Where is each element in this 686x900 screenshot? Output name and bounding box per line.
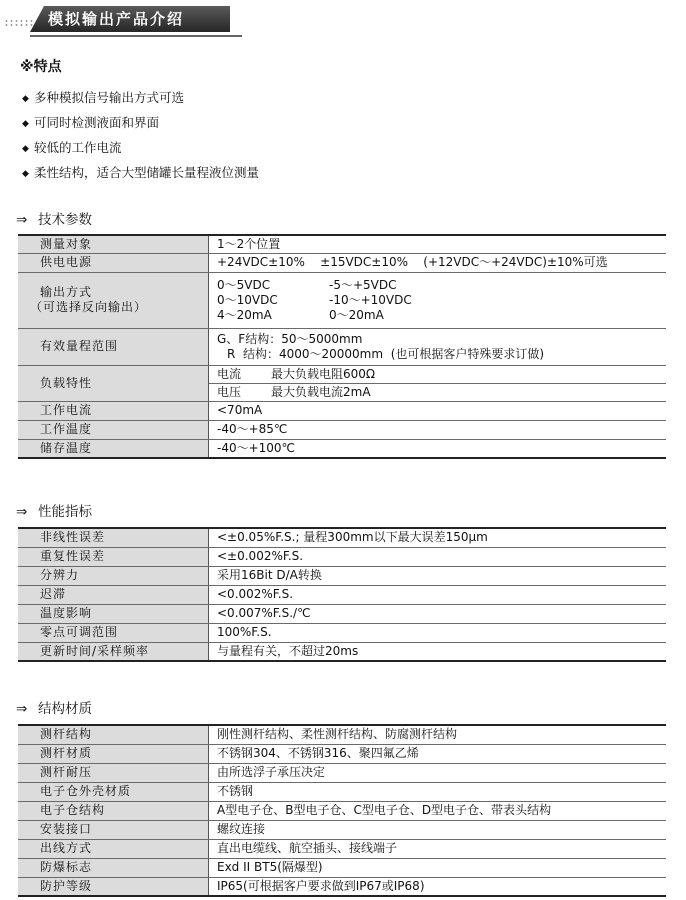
range-note: (也可根据客户特殊要求订做) [390,346,545,361]
row-label: 更新时间/采样频率 [18,642,209,661]
output-option: 4～20mA [217,307,272,322]
table-row [18,782,666,801]
diamond-bullet-icon: ◆ [22,144,29,154]
row-value [209,365,667,383]
load-type: 电流 [217,366,242,381]
row-label: 分辨力 [18,566,209,585]
row-label: 有效量程范围 [18,328,209,365]
row-value: 100%F.S. [209,623,667,642]
row-label: 供电电源 [18,253,209,272]
table-row [18,253,666,272]
output-option: -5～+5VDC [329,277,397,292]
row-label: 测量对象 [18,235,209,253]
row-label: 非线性误差 [18,528,209,547]
banner-dots [4,19,34,27]
table-row [18,566,666,585]
table-row [18,528,666,547]
tech-table [18,234,666,459]
row-value [209,328,667,365]
output-label: 输出方式 [40,285,93,299]
row-label: 温度影响 [18,604,209,623]
row-label: 工作温度 [18,420,209,439]
row-value: Exd II BT5(隔爆型) [209,858,667,877]
feature-text: 较低的工作电流 [34,140,122,155]
row-value: IP65(可根据客户要求做到IP67或IP68) [209,877,667,896]
row-label: 电子仓外壳材质 [18,782,209,801]
range-line-1: G、F结构：50～5000mm [217,331,363,346]
feature-text: 柔性结构，适合大型储罐长量程液位测量 [34,165,260,180]
load-type: 电压 [217,384,242,399]
feature-item [22,140,259,165]
feature-item [22,115,259,140]
row-label: 零点可调范围 [18,623,209,642]
row-label: 负载特性 [18,365,209,401]
row-label: 防爆标志 [18,858,209,877]
header-banner [0,6,232,32]
table-row [18,725,666,744]
range-line-2 [217,347,666,362]
row-value: 直出电缆线、航空插头、接线端子 [209,839,667,858]
row-value: <0.007%F.S./℃ [209,604,667,623]
table-row [18,420,666,439]
feature-text: 可同时检测液面和界面 [34,115,160,130]
arrow-right-icon: ⇒ [16,212,28,228]
diamond-bullet-icon: ◆ [22,119,29,129]
output-option-line [217,293,666,308]
row-value: 与量程有关，不超过20ms [209,642,667,661]
row-value: 螺纹连接 [209,820,667,839]
perf-section-title [16,503,92,521]
row-value: 采用16Bit D/A转换 [209,566,667,585]
row-label: 重复性误差 [18,547,209,566]
row-label: 防护等级 [18,877,209,896]
table-row [18,820,666,839]
table-row [18,401,666,420]
table-row [18,744,666,763]
table-row [18,858,666,877]
row-label: 迟滞 [18,585,209,604]
row-label: 电子仓结构 [18,801,209,820]
row-label: 储存温度 [18,439,209,458]
row-value: 1～2个位置 [209,235,667,253]
output-option-line [217,308,666,323]
row-label: 安装接口 [18,820,209,839]
output-option-line [217,278,666,293]
table-row [18,585,666,604]
row-label [18,272,209,328]
load-desc: 最大负载电阻600Ω [271,366,376,381]
table-row [18,763,666,782]
table-row [18,623,666,642]
output-option: 0～5VDC [217,277,271,292]
table-row [18,839,666,858]
arrow-right-icon: ⇒ [16,701,28,717]
output-option: 0～10VDC [217,292,278,307]
row-value [209,383,667,401]
struct-title-text: 结构材质 [38,701,92,717]
table-row [18,877,666,896]
row-value: <0.002%F.S. [209,585,667,604]
row-value: 不锈钢 [209,782,667,801]
row-value: 由所选浮子承压决定 [209,763,667,782]
tech-section-title [16,211,92,229]
output-option: 0～20mA [329,307,384,322]
row-value: <±0.05%F.S.; 量程300mm以下最大误差150μm [209,528,667,547]
table-row [18,604,666,623]
output-label-note: （可选择反向输出） [30,300,148,314]
feature-item [22,90,259,115]
table-row-range [18,328,666,365]
perf-table [18,527,666,662]
features-heading: ※特点 [20,59,62,75]
banner-underline [30,35,242,37]
table-row [18,801,666,820]
table-row-load [18,365,666,383]
features-list [22,90,259,190]
struct-section-title [16,700,92,718]
row-value: 不锈钢304、不锈钢316、聚四氟乙烯 [209,744,667,763]
arrow-right-icon: ⇒ [16,504,28,520]
row-value: <±0.002%F.S. [209,547,667,566]
range-r: R 结构：4000～20000mm [227,346,384,361]
row-label: 测杆耐压 [18,763,209,782]
diamond-bullet-icon: ◆ [22,169,29,179]
row-value [209,272,667,328]
row-label: 测杆结构 [18,725,209,744]
feature-text: 多种模拟信号输出方式可选 [34,90,185,105]
table-row [18,235,666,253]
row-label: 测杆材质 [18,744,209,763]
row-value: 刚性测杆结构、柔性测杆结构、防腐测杆结构 [209,725,667,744]
row-label: 工作电流 [18,401,209,420]
row-value: +24VDC±10% ±15VDC±10% (+12VDC～+24VDC)±10%可选 [209,253,667,272]
feature-item [22,165,259,190]
tech-title-text: 技术参数 [38,212,92,228]
perf-title-text: 性能指标 [38,504,92,520]
table-row-output [18,272,666,328]
row-value: A型电子仓、B型电子仓、C型电子仓、D型电子仓、带表头结构 [209,801,667,820]
row-value: -40～+100℃ [209,439,667,458]
struct-table [18,724,666,897]
table-row [18,642,666,661]
table-row [18,547,666,566]
page-title: 模拟输出产品介绍 [48,10,185,28]
load-desc: 最大负载电流2mA [271,384,371,399]
table-row [18,439,666,458]
diamond-bullet-icon: ◆ [22,94,29,104]
row-value: -40～+85℃ [209,420,667,439]
row-value: <70mA [209,401,667,420]
output-option: -10～+10VDC [329,292,412,307]
row-label: 出线方式 [18,839,209,858]
